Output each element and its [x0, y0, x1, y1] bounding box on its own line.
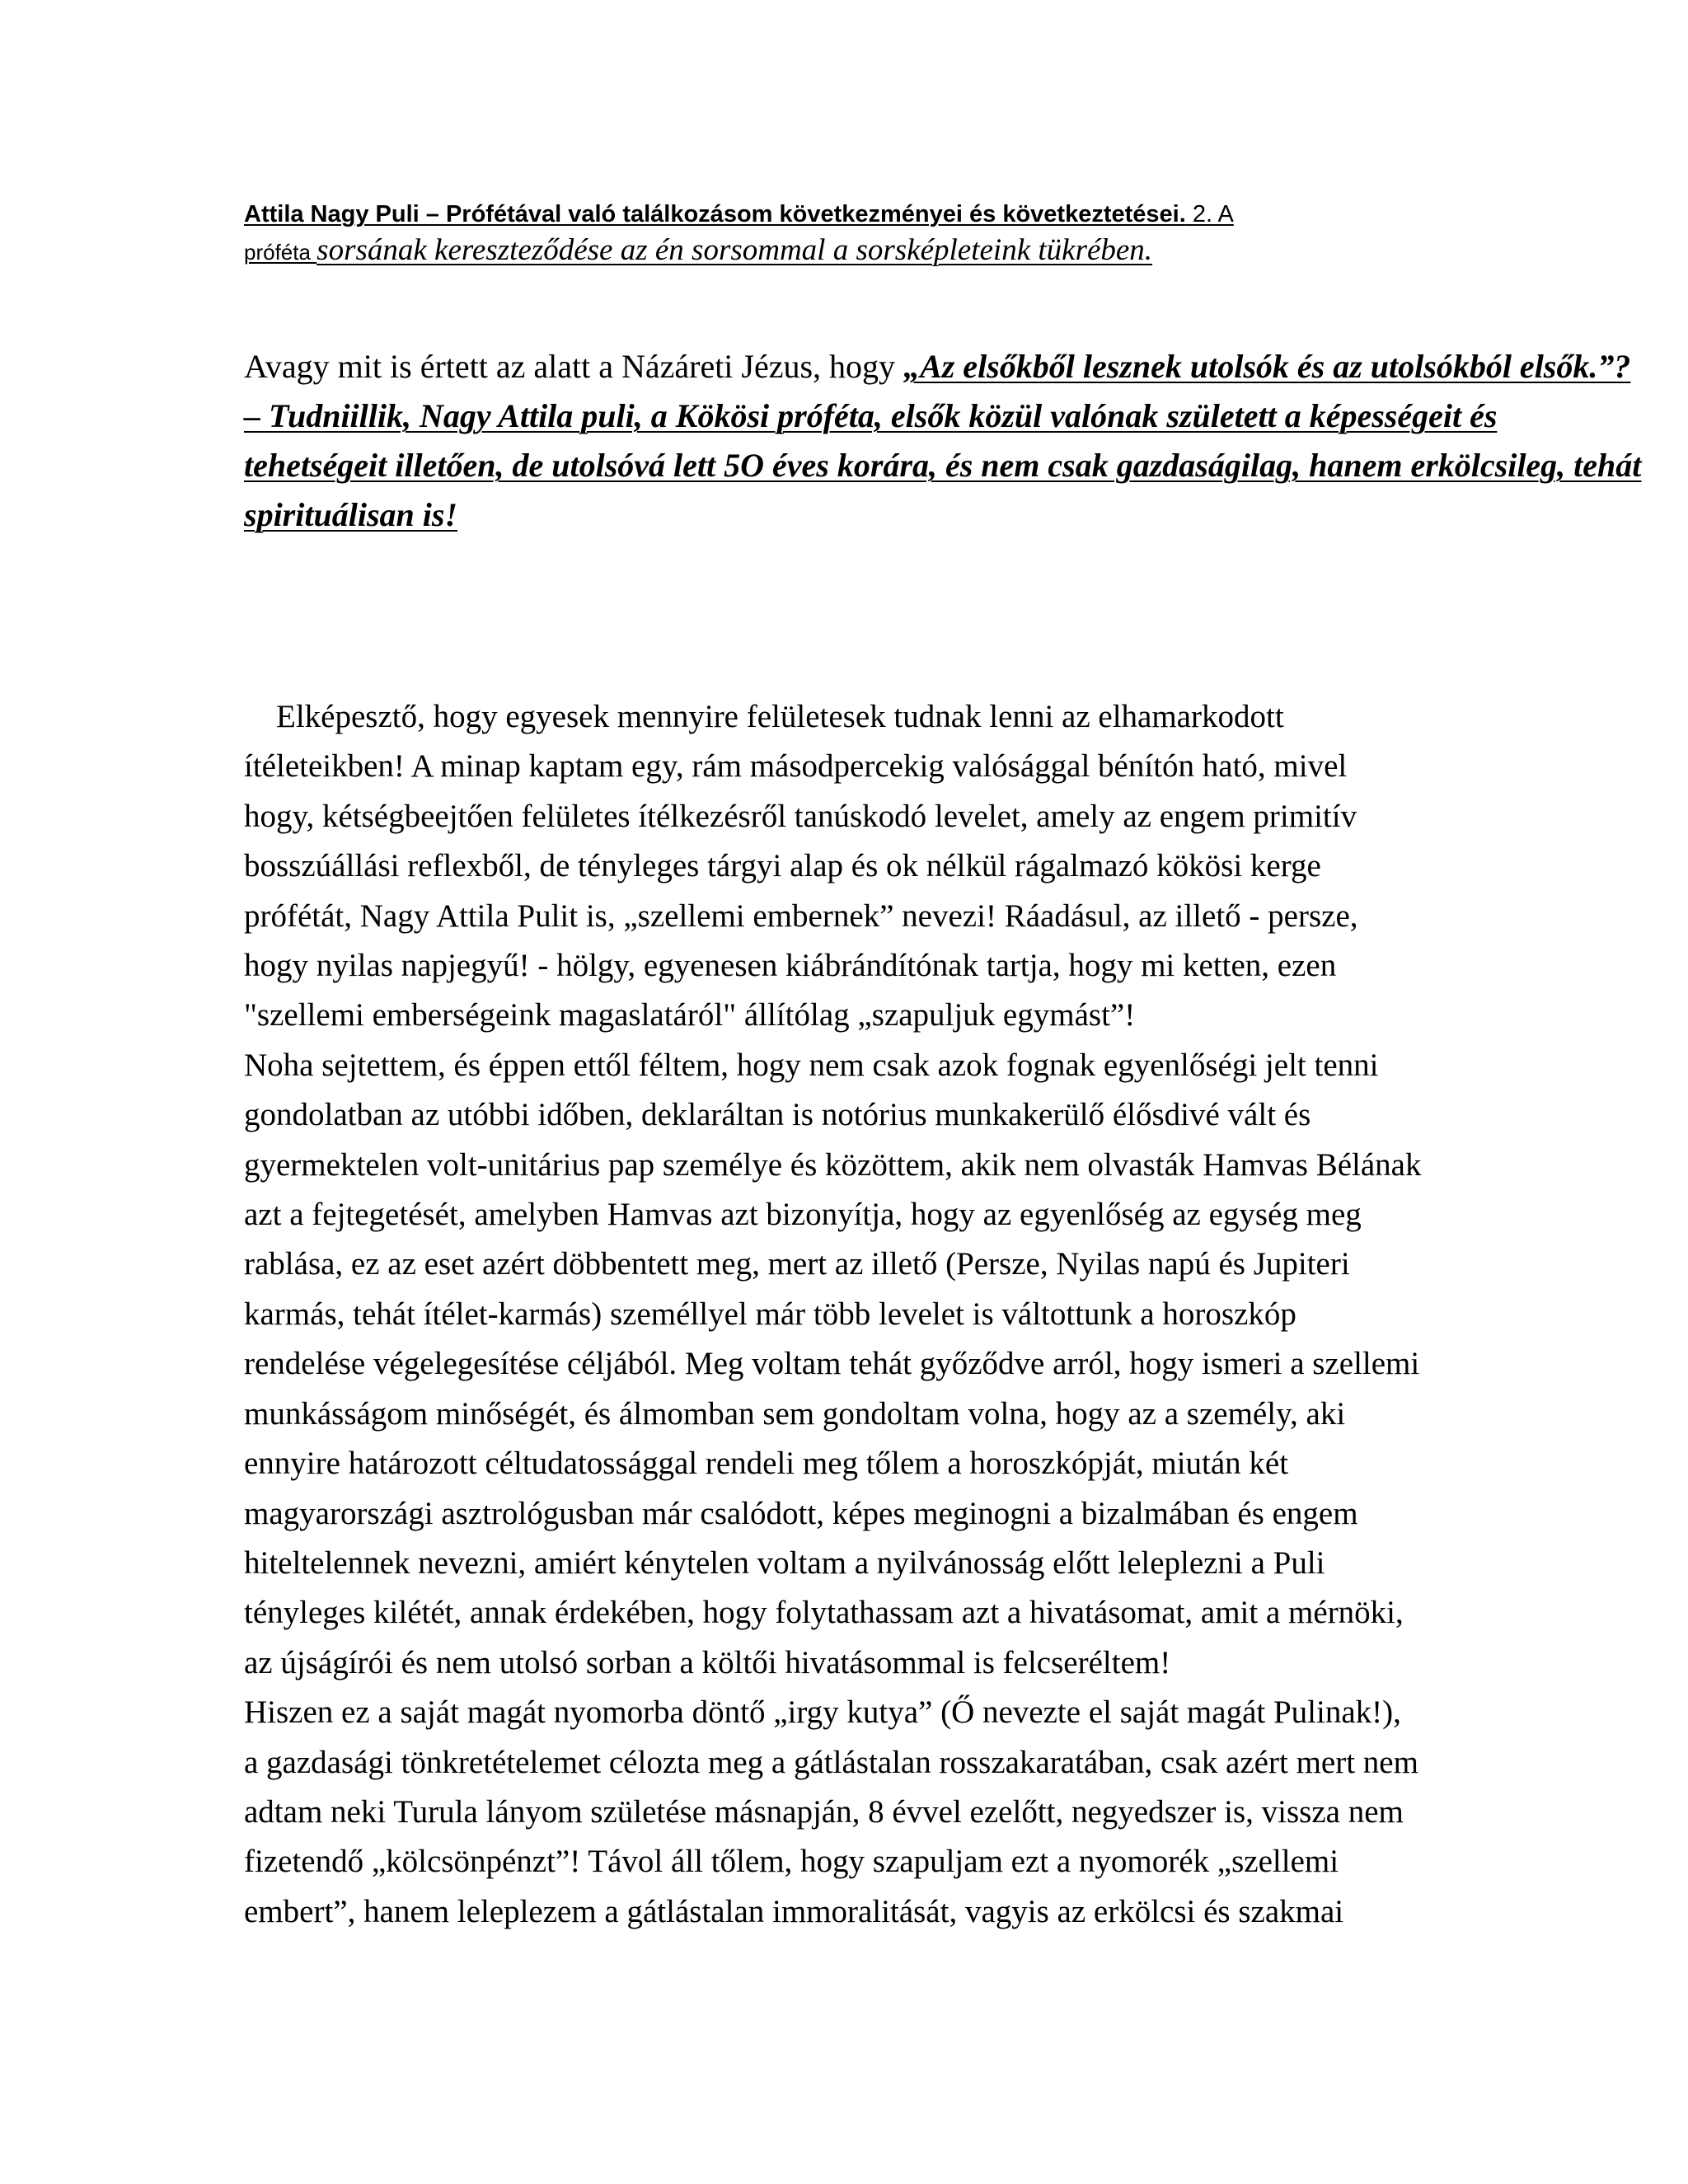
body-line: bosszúállási reflexből, de tényleges tárgyi alap és ok nélkül rágalmazó kökösi kerge [244, 848, 1321, 884]
intro-paragraph [244, 342, 1645, 540]
body-line: "szellemi emberségeink magaslatáról" állítólag „szapuljuk egymást”! [244, 997, 1136, 1033]
body-paragraphs [244, 692, 1645, 1937]
title-line-1 [244, 198, 1480, 231]
body-line: munkásságom minőségét, és álmomban sem gondoltam volna, hogy az a személy, aki [244, 1395, 1346, 1432]
body-line: ítéleteikben! A minap kaptam egy, rám másodpercekig valósággal bénítón ható, mivel [244, 748, 1348, 785]
body-line: embert”, hanem leleplezem a gátlástalan immoralitását, vagyis az erkölcsi és szakmai [244, 1893, 1344, 1929]
body-line: azt a fejtegetését, amelyben Hamvas azt bizonyítja, hogy az egyenlőség az egység meg [244, 1197, 1362, 1233]
title-small-text: próféta [244, 240, 317, 265]
title-italic-text: sorsának kereszteződése az én sorsommal a sorsképleteink tükrében. [316, 233, 1153, 267]
body-line: Noha sejtettem, és éppen ettől féltem, hogy nem csak azok fognak egyenlőségi jelt tenni [244, 1047, 1379, 1083]
body-line: ennyire határozott céltudatossággal rendeli meg tőlem a horoszkópját, miután két [244, 1446, 1289, 1482]
body-line: rablása, ez az eset azért döbbentett meg, mert az illető (Persze, Nyilas napú és Jupiteri [244, 1246, 1350, 1282]
body-line: rendelése végelegesítése céljából. Meg voltam tehát győződve arról, hogy ismeri a szellemi [244, 1346, 1420, 1382]
body-line: magyarországi asztrológusban már csalódott, képes meginogni a bizalmában és engem [244, 1495, 1358, 1531]
body-line: gondolatban az utóbbi időben, deklaráltan is notórius munkakerülő élősdivé vált és [244, 1097, 1311, 1133]
title-line-2 [244, 232, 1480, 274]
body-line: hogy, kétségbeejtően felületes ítélkezésről tanúskodó levelet, amely az engem primitív [244, 798, 1357, 834]
document-title [244, 198, 1480, 274]
body-line: hiteltelennek nevezni, amiért kénytelen voltam a nyilvánosság előtt leleplezni a Puli [244, 1544, 1325, 1581]
body-line: fizetendő „kölcsönpénzt”! Távol áll tőlem, hogy szapuljam ezt a nyomorék „szellemi [244, 1844, 1339, 1880]
body-line: Elképesztő, hogy egyesek mennyire felületesek tudnak lenni az elhamarkodott [244, 699, 1284, 734]
body-line: tényleges kilétét, annak érdekében, hogy folytathassam azt a hivatásomat, amit a mérnöki, [244, 1595, 1404, 1631]
body-line: karmás, tehát ítélet-karmás) személlyel már több levelet is váltottunk a horoszkóp [244, 1296, 1296, 1332]
intro-emphasis-text: „Az elsőkből lesznek utolsók és az utolsókból elsők.”? – Tudniillik, Nagy Attila puli, a Kökösi próféta, elsők közül valónak született a képességeit és tehetségeit illetően, de utolsóvá lett 5O éves korára, és nem csak gazdaságilag, hanem erkölcsileg, tehát spirituálisan is! [244, 348, 1642, 533]
intro-lead-text: Avagy mit is értett az alatt a Názáreti Jézus, hogy [244, 348, 904, 385]
body-line: prófétát, Nagy Attila Pulit is, „szellemi embernek” nevezi! Ráadásul, az illető - persze, [244, 898, 1358, 934]
body-line: Hiszen ez a saját magát nyomorba döntő „irgy kutya” (Ő nevezte el saját magát Pulinak!), [244, 1694, 1401, 1731]
body-line: hogy nyilas napjegyű! - hölgy, egyenesen kiábrándítónak tartja, hogy mi ketten, ezen [244, 948, 1337, 984]
body-line: gyermektelen volt-unitárius pap személye és közöttem, akik nem olvasták Hamvas Bélának [244, 1146, 1422, 1183]
body-line: adtam neki Turula lányom születése másnapján, 8 évvel ezelőtt, negyedszer is, vissza nem [244, 1793, 1404, 1830]
body-line: a gazdasági tönkretételemet célozta meg a gátlástalan rosszakaratában, csak azért mert nem [244, 1744, 1418, 1780]
title-bold-text: Attila Nagy Puli – Prófétával való találkozásom következményei és következtetései. [244, 201, 1186, 227]
title-plain-text: 2. A [1185, 201, 1234, 227]
body-line: az újságírói és nem utolsó sorban a költői hivatásommal is felcseréltem! [244, 1644, 1171, 1680]
